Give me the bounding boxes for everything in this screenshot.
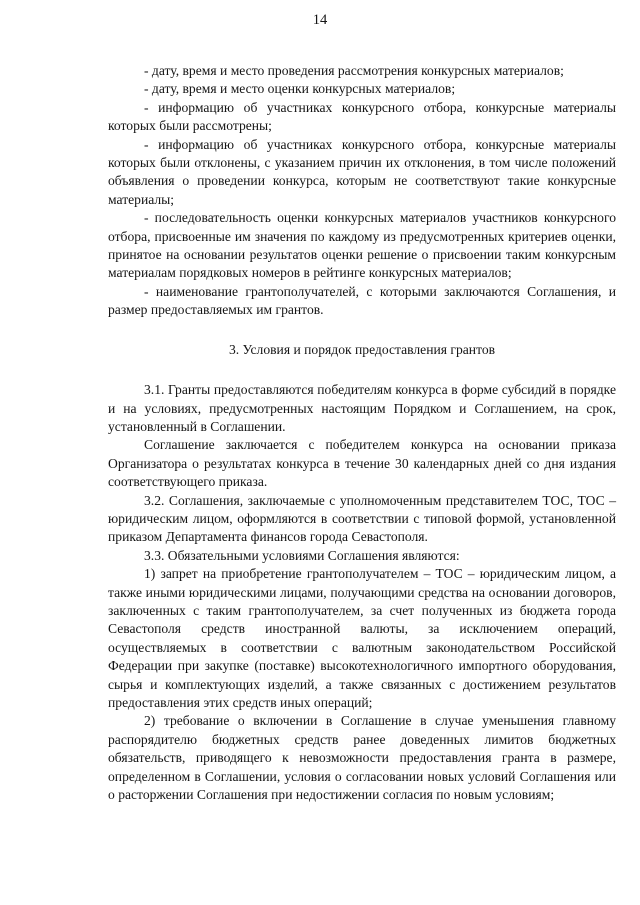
paragraph: 2) требование о включении в Соглашение в случае уменьшения главному распорядителю бюджетных средств ранее доведенных лимитов бюджетных обязательств, приводящего к невозможности предоставления гранта в размере, определенном в Соглашении, условия о согласовании новых условий Соглашения или о расторжении Соглашения при недостижении согласия по новым условиям; [108,713,616,803]
list-item: - дату, время и место оценки конкурсных материалов; [144,81,456,97]
list-item: - дату, время и место проведения рассмотрения конкурсных материалов; [144,63,564,78]
list-item: - информацию об участниках конкурсного отбора, конкурсные материалы которых были рассмотрены; [108,99,616,134]
page-number: 14 [312,12,328,28]
paragraph: 3.2. Соглашения, заключаемые с уполномоченным представителем ТОС, ТОС – юридическим лицом, оформляются в соответствии с типовой формой, установленной приказом Департамента финансов города Севастополя. [108,492,616,545]
list-item: - последовательность оценки конкурсных материалов участников конкурсного отбора, присвоенные им значения по каждому из предусмотренных критериев оценки, принятое на основании результатов оценки решение о присвоении таким конкурсным материалам порядковых номеров в рейтинге конкурсных материалов; [108,210,616,281]
paragraph: 3.1. Гранты предоставляются победителям конкурса в форме субсидий в порядке и на условиях, предусмотренных настоящим Порядком и Соглашением, на срок, установленный в Соглашении. [108,382,616,434]
list-item: - информацию об участниках конкурсного отбора, конкурсные материалы которых были отклонены, с указанием причин их отклонения, в том числе положений объявления о проведении конкурса, которым не соответствуют такие конкурсные материалы; [108,136,616,207]
document-body [108,62,616,804]
paragraph: 1) запрет на приобретение грантополучателем – ТОС – юридическим лицом, а также иными юридическими лицами, получающими средства на основании договоров, заключенных с таким грантополучателем, за счет полученных из бюджета города Севастополя средств иностранной валюты, за исключением операций, осуществляемых в соответствии с валютным законодательством Российской Федерации при закупке (поставке) высокотехнологичного импортного оборудования, сырья и комплектующих изделий, а также связанных с достижением результатов предоставления этих средств иных операций; [108,566,616,710]
list-item: - наименование грантополучателей, с которыми заключаются Соглашения, и размер предоставляемых им грантов. [108,283,616,318]
paragraph: Соглашение заключается с победителем конкурса на основании приказа Организатора о результатах конкурса в течение 30 календарных дней со дня издания соответствующего приказа. [108,437,616,490]
section-heading: 3. Условия и порядок предоставления грантов [228,341,496,357]
paragraph: 3.3. Обязательными условиями Соглашения являются: [144,547,460,563]
